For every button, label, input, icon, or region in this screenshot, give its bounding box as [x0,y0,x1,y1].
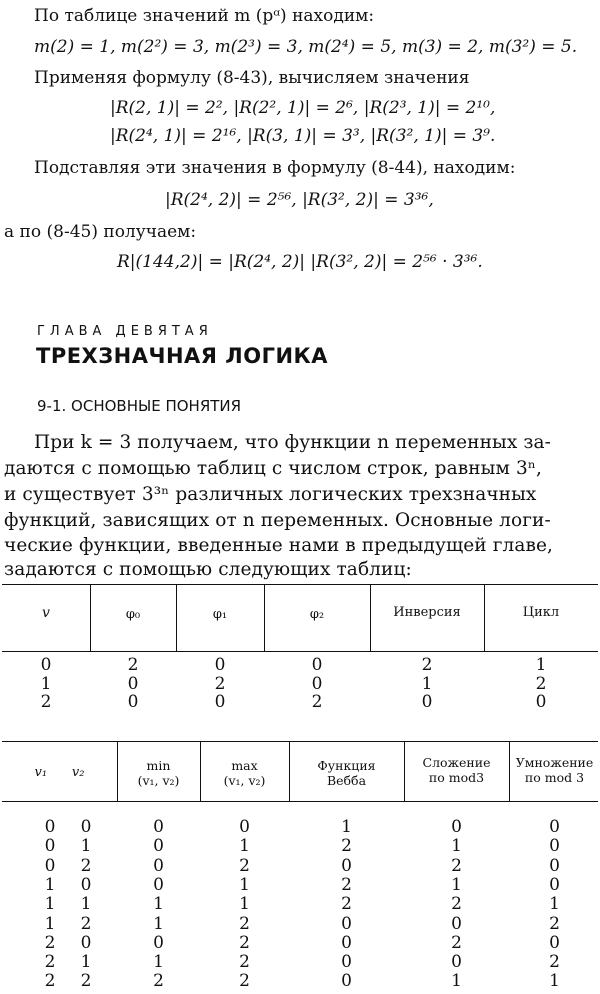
table-cell: 0 [341,855,352,876]
table-cell: 1 [44,913,56,934]
table-1-header: Инверсия [393,605,461,620]
table-cell: 0 [153,855,164,876]
table-cell: 0 [549,817,560,837]
table-2-header: Сложение по mod3 [422,755,491,785]
table-cell: 1 [153,952,164,973]
table-2-header: v₁ v₂ [34,765,85,780]
table-cell: 0 [341,952,352,973]
table-cell: 1 [451,874,462,895]
table-cell: 2 [44,952,56,973]
table-cell: 0 [549,874,560,895]
table-cell: 1 [153,913,164,934]
table-cell: 2 [341,894,352,915]
formula-r-values-2: |R(2⁴, 1)| = 2¹⁶, |R(3, 1)| = 3³, |R(3², 1)| = 3⁹. [110,126,496,146]
chapter-title: ТРЕХЗНАЧНАЯ ЛОГИКА [36,344,328,368]
text-line: Применяя формулу (8-43), вычисляем значения [34,68,470,88]
paragraph-line: функций, зависящих от n переменных. Основные логи- [4,510,551,531]
table-cell: 2 [341,836,352,857]
table-cell: 2 [451,855,462,876]
table-1-top-rule [2,584,598,585]
table-1-header-rule [2,651,598,652]
table-cell: 1 [451,971,462,992]
table-cell: 2 [341,874,352,895]
intro-line: По таблице значений m (pᵅ) находим: [34,6,375,26]
table-cell: 0 [80,932,92,953]
table-cell: 1 [153,894,164,915]
table-2-header: min (v₁, v₂) [137,758,180,788]
table-2-header: max (v₁, v₂) [223,758,266,788]
text-line: Подставляя эти значения в формулу (8-44), находим: [34,158,516,178]
table-cell: 0 [549,932,560,953]
table-cell: 2 [80,913,92,934]
table-cell: 0 [153,874,164,895]
table-cell: 0 [80,817,92,837]
table-cell: 0 [80,874,92,895]
table-cell: 1 [549,971,560,992]
table-cell: 0 [44,855,56,876]
paragraph-line: При k = 3 получаем, что функции n переменных за- [34,432,552,453]
table-cell: 0 [40,655,52,675]
table-cell: 1 [239,894,250,915]
table-cell: 0 [451,913,462,934]
table-cell: 2 [239,932,250,953]
table-cell: 1 [239,836,250,857]
table-2-header: Функция Вебба [317,758,376,788]
table-cell: 1 [535,655,547,675]
table-cell: 2 [239,971,250,992]
table-cell: 0 [341,913,352,934]
text-line: а по (8-45) получаем: [4,222,197,242]
table-2-header-rule [2,801,598,802]
table-cell: 2 [239,913,250,934]
table-cell: 1 [341,817,352,837]
table-cell: 1 [40,673,52,694]
table-cell: 0 [44,817,56,837]
table-cell: 0 [153,932,164,953]
table-cell: 1 [451,836,462,857]
table-cell: 2 [80,855,92,876]
table-cell: 1 [44,874,56,895]
table-2-header: Умножение по mod 3 [515,755,594,785]
paragraph-line: даются с помощью таблиц с числом строк, равным 3ⁿ, [4,458,542,479]
table-cell: 0 [341,971,352,992]
table-cell: 2 [44,971,56,992]
table-cell: 1 [80,952,92,973]
formula-r-2: |R(2⁴, 2)| = 2⁵⁶, |R(3², 2)| = 3³⁶, [165,190,434,210]
table-cell: 2 [127,655,139,675]
table-cell: 1 [549,894,560,915]
table-cell: 1 [44,894,56,915]
table-cell: 2 [421,655,433,675]
table-cell: 2 [549,913,560,934]
table-cell: 0 [311,655,323,675]
table-cell: 2 [80,971,92,992]
table-1-header: Цикл [522,605,560,620]
paragraph-line: и существует 3³ⁿ различных логических трехзначных [4,484,537,505]
chapter-label: ГЛАВА ДЕВЯТАЯ [37,324,213,339]
table-cell: 1 [80,836,92,857]
table-cell: 2 [153,971,164,992]
table-cell: 2 [214,673,226,694]
table-cell: 2 [549,952,560,973]
table-cell: 0 [421,692,433,712]
table-cell: 0 [549,836,560,857]
table-1-header: φ₂ [309,607,325,622]
paragraph-line: ческие функции, введенные нами в предыдущей главе, [4,535,554,556]
table-cell: 0 [311,673,323,694]
table-cell: 0 [153,836,164,857]
formula-r-values-1: |R(2, 1)| = 2², |R(2², 1)| = 2⁶, |R(2³, 1)| = 2¹⁰, [110,98,496,118]
table-cell: 0 [127,673,139,694]
table-cell: 1 [239,874,250,895]
table-cell: 0 [239,817,250,837]
table-cell: 0 [451,952,462,973]
table-cell: 2 [535,673,547,694]
table-1-header: φ₁ [212,607,228,622]
table-cell: 1 [421,673,433,694]
table-cell: 0 [127,692,139,712]
table-cell: 2 [451,894,462,915]
table-cell: 0 [535,692,547,712]
table-cell: 0 [44,836,56,857]
formula-m-values: m(2) = 1, m(2²) = 3, m(2³) = 3, m(2⁴) = 5, m(3) = 2, m(3²) = 5. [34,37,578,57]
table-cell: 2 [311,692,323,712]
table-cell: 0 [341,932,352,953]
formula-r-144: R|(144,2)| = |R(2⁴, 2)| |R(3², 2)| = 2⁵⁶ · 3³⁶. [117,252,483,272]
table-cell: 2 [44,932,56,953]
paragraph-line: задаются с помощью следующих таблиц: [4,559,412,580]
table-cell: 0 [214,692,226,712]
table-cell: 0 [214,655,226,675]
section-heading: 9-1. ОСНОВНЫЕ ПОНЯТИЯ [37,397,242,415]
table-1-header: φ₀ [125,607,141,622]
table-cell: 0 [549,855,560,876]
table-cell: 2 [451,932,462,953]
table-cell: 0 [153,817,164,837]
table-cell: 1 [80,894,92,915]
table-cell: 0 [451,817,462,837]
table-cell: 2 [239,855,250,876]
table-cell: 2 [40,692,52,712]
table-cell: 2 [239,952,250,973]
table-1-header: v [42,605,50,621]
